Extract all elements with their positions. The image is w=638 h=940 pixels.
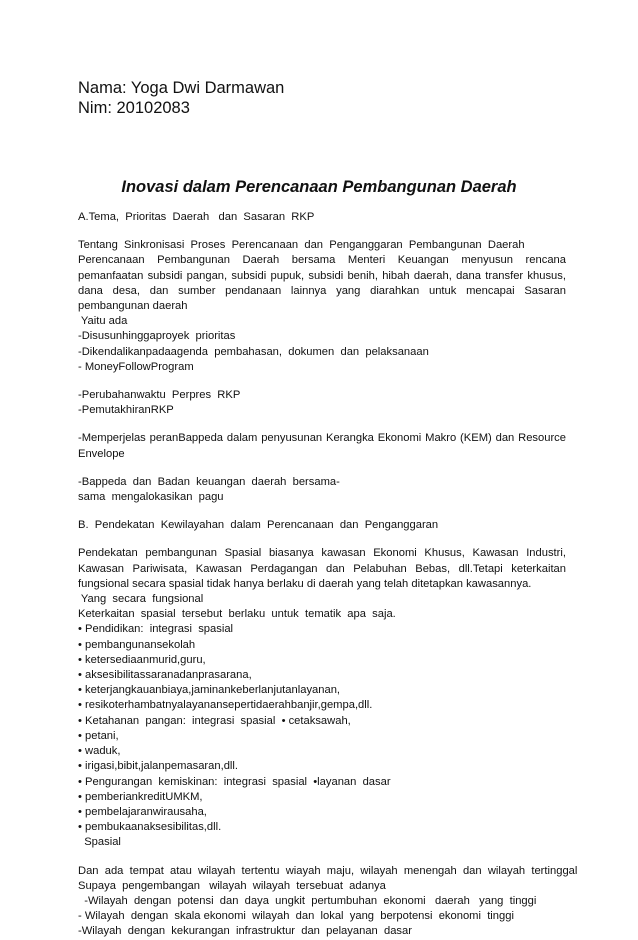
closing-line: -Wilayah dengan potensi dan daya ungkit pertumbuhan ekonomi daerah yang tinggi (78, 894, 537, 907)
list-item: -Dikendalikanpadaagenda pembahasan, dokumen dan pelaksanaan (78, 345, 429, 358)
document-body (78, 210, 578, 940)
bullet-item: • irigasi,bibit,jalanpemasaran,dll. (78, 760, 239, 773)
bullet-item: • resikoterhambatnyalayananseperti​daerahbanjir,gempa,dll. (78, 699, 373, 712)
list-item: -PemutakhiranRKP (78, 404, 174, 417)
paragraph-perencanaan: Perencanaan Pembangunan Daerah bersama Menteri Keuangan menyusun rencana pemanfaatan subsidi pangan, subsidi pupuk, subsidi benih, hibah daerah, dana transfer khusus, dana desa, dan sumber pendanaan lainnya yang diarahkan untuk mencapai Sasaran pembangunan daerah (78, 254, 566, 313)
bullet-item: • Pendidikan: integrasi spasial (78, 623, 234, 636)
bullet-item: • aksesibilitassaranadanprasarana, (78, 669, 252, 682)
bullet-item: • Pengurangan kemiskinan: integrasi spasial •layanan dasar (78, 775, 391, 788)
author-name: Nama: Yoga Dwi Darmawan (78, 79, 285, 97)
list-item: - MoneyFollowProgram (78, 360, 194, 373)
list-item: -Disusunhinggaproyek prioritas (78, 330, 236, 343)
list-item: -Perubahanwaktu Perpres RKP (78, 389, 241, 402)
bullet-item: • petani, (78, 729, 119, 742)
bullet-item: • ketersediaanmurid,guru, (78, 653, 206, 666)
spasial-line: Spasial (78, 836, 121, 849)
fungsional-line: Yang secara fungsional (78, 593, 204, 606)
closing-line: Supaya pengembangan wilayah wilayah tersebuat adanya (78, 879, 386, 892)
yaitu-line: Yaitu ada (78, 315, 128, 328)
closing-line: - Wilayah dengan skala ekonomi wilayah dan lokal yang berpotensi ekonomi tinggi (78, 910, 514, 923)
section-a-heading: A.Tema, Prioritas Daerah dan Sasaran RKP (78, 211, 315, 223)
section-b-heading: B. Pendekatan Kewilayahan dalam Perencanaan dan Penganggaran (78, 519, 439, 532)
closing-line: -Wilayah dengan kekurangan infrastruktur dan pelayanan dasar (78, 925, 412, 938)
bullet-item: • pembelajaranwirausaha, (78, 805, 207, 818)
bullet-item: • keterjangkauanbiaya,jaminankeberlanjutanlayanan, (78, 684, 341, 697)
paragraph-bappeda: -Memperjelas peranBappeda dalam penyusunan Kerangka Ekonomi Makro (KEM) dan Resource Envelope (78, 432, 566, 460)
closing-line: Dan ada tempat atau wilayah tertentu wiayah maju, wilayah menengah dan wilayah tertinggal (78, 864, 578, 877)
bullet-item: • pembukaanaksesibilitas,dll. (78, 821, 222, 834)
bullet-item: • waduk, (78, 745, 121, 758)
paragraph-spasial: Pendekatan pembangunan Spasial biasanya kawasan Ekonomi Khusus, Kawasan Industri, Kawasan Pariwisata, Kawasan Perdagangan dan Pelabuhan Bebas, dll.Tetapi keterkaitan fungsional secara spasial tidak hanya berlaku di daerah yang telah ditetapkan kawasannya. (78, 547, 566, 590)
bappeda-line-1: -Bappeda dan Badan keuangan daerah bersama- (78, 475, 340, 488)
bullet-item: • Ketahanan pangan: integrasi spasial • cetaksawah, (78, 714, 351, 727)
bappeda-line-2: sama mengalokasikan pagu (78, 491, 224, 504)
document-title: Inovasi dalam Perencanaan Pembangunan Daerah (121, 178, 517, 196)
author-nim: Nim: 20102083 (78, 99, 190, 117)
sync-line: Tentang Sinkronisasi Proses Perencanaan dan Penganggaran Pembangunan Daerah (78, 239, 525, 252)
keterkaitan-line: Keterkaitan spasial tersebut berlaku untuk tematik apa saja. (78, 608, 396, 621)
bullet-item: • pemberiankreditUMKM, (78, 790, 203, 803)
bullet-item: • pembangunansekolah (78, 638, 196, 651)
author-header (78, 78, 284, 118)
